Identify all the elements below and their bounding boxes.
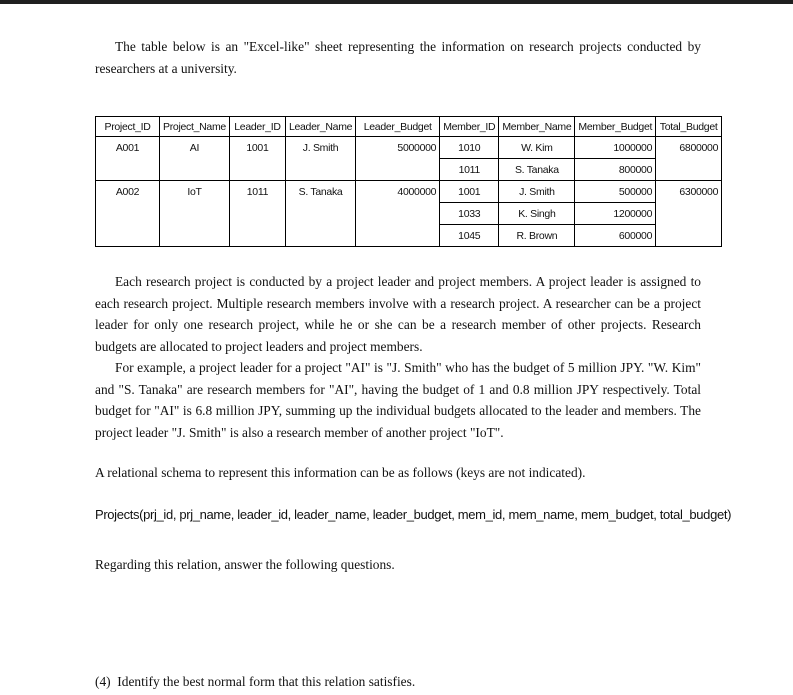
project-name-cell: IoT bbox=[160, 181, 230, 203]
total-budget-cell: 6300000 bbox=[656, 181, 722, 203]
table-row bbox=[96, 181, 722, 203]
project-id-cell: A002 bbox=[96, 181, 160, 203]
header-cell: Leader_Name bbox=[285, 117, 355, 137]
top-border bbox=[0, 0, 793, 4]
leader-name-cell: S. Tanaka bbox=[285, 181, 355, 203]
relational-schema: Projects(prj_id, prj_name, leader_id, leader_name, leader_budget, mem_id, mem_name, mem_budget, total_budget) bbox=[95, 507, 732, 522]
member-id-cell: 1045 bbox=[440, 225, 499, 247]
total-budget-cell: 6800000 bbox=[656, 137, 722, 159]
member-id-cell: 1001 bbox=[440, 181, 499, 203]
project-id-cell: A001 bbox=[96, 137, 160, 159]
header-cell: Total_Budget bbox=[656, 117, 722, 137]
member-budget-cell: 500000 bbox=[575, 181, 656, 203]
header-cell: Project_Name bbox=[160, 117, 230, 137]
member-budget-cell: 800000 bbox=[575, 159, 656, 181]
member-name-cell: J. Smith bbox=[499, 181, 575, 203]
table-row bbox=[96, 159, 722, 181]
question-4: (4) Identify the best normal form that this relation satisfies. bbox=[95, 674, 416, 689]
member-name-cell: K. Singh bbox=[499, 203, 575, 225]
header-cell: Leader_ID bbox=[229, 117, 285, 137]
header-cell: Member_ID bbox=[440, 117, 499, 137]
member-budget-cell: 600000 bbox=[575, 225, 656, 247]
intro-paragraph: The table below is an "Excel-like" sheet representing the information on research projects conducted by researchers at a university. bbox=[95, 39, 701, 76]
member-id-cell: 1033 bbox=[440, 203, 499, 225]
member-budget-cell: 1200000 bbox=[575, 203, 656, 225]
table-row bbox=[96, 225, 722, 247]
header-cell: Member_Name bbox=[499, 117, 575, 137]
regarding-text: Regarding this relation, answer the following questions. bbox=[95, 557, 395, 572]
leader-id-cell: 1001 bbox=[229, 137, 285, 159]
member-id-cell: 1011 bbox=[440, 159, 499, 181]
leader-budget-cell: 4000000 bbox=[356, 181, 440, 203]
example-paragraph: For example, a project leader for a project "AI" is "J. Smith" who has the budget of 5 million JPY. "W. Kim" and "S. Tanaka" are research members for "AI", having the budget of 1 and 0.8 million JPY respectively. Total budget for "AI" is 6.8 million JPY, summing up the individual budgets allocated to the leader and members. The project leader "J. Smith" is also a research member of another project "IoT". bbox=[95, 360, 701, 440]
project-name-cell: AI bbox=[160, 137, 230, 159]
table-header-row bbox=[96, 117, 722, 137]
header-cell: Project_ID bbox=[96, 117, 160, 137]
description-paragraph: Each research project is conducted by a project leader and project members. A project leader is assigned to each research project. Multiple research members involve with a research project. A researcher can be a project leader for only one research project, while he or she can be a research member of other projects. Research budgets are allocated to project leaders and project members. bbox=[95, 274, 701, 354]
table-row bbox=[96, 203, 722, 225]
member-name-cell: S. Tanaka bbox=[499, 159, 575, 181]
table-row bbox=[96, 137, 722, 159]
header-cell: Leader_Budget bbox=[356, 117, 440, 137]
leader-id-cell: 1011 bbox=[229, 181, 285, 203]
member-id-cell: 1010 bbox=[440, 137, 499, 159]
member-name-cell: W. Kim bbox=[499, 137, 575, 159]
member-budget-cell: 1000000 bbox=[575, 137, 656, 159]
schema-intro: A relational schema to represent this information can be as follows (keys are not indicated). bbox=[95, 465, 586, 480]
leader-budget-cell: 5000000 bbox=[356, 137, 440, 159]
member-name-cell: R. Brown bbox=[499, 225, 575, 247]
leader-name-cell: J. Smith bbox=[285, 137, 355, 159]
header-cell: Member_Budget bbox=[575, 117, 656, 137]
projects-sheet-table bbox=[95, 116, 722, 247]
